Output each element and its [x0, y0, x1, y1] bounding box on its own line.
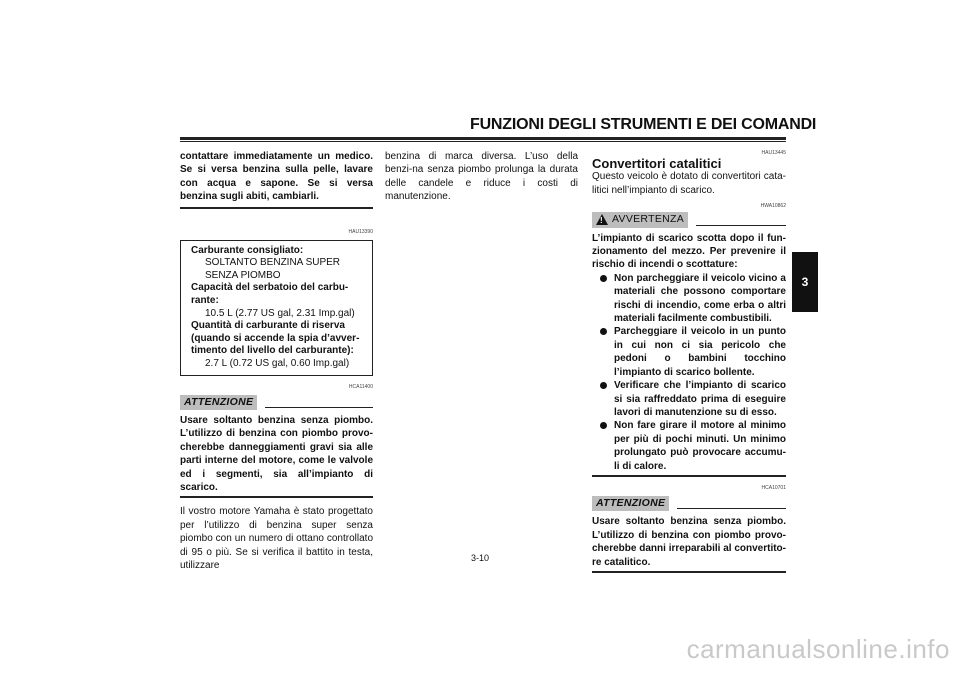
chapter-tab: 3 — [792, 252, 818, 312]
warning-label: AVVERTENZA — [612, 213, 685, 226]
ref-code: HAU13390 — [348, 228, 373, 235]
attention-label: ATTENZIONE — [592, 496, 669, 511]
tank-value: 10.5 L (2.77 US gal, 2.31 Imp.gal) — [205, 307, 355, 319]
reserve-value: 2.7 L (0.72 US gal, 0.60 Imp.gal) — [205, 357, 350, 369]
column-3 — [592, 150, 786, 573]
watermark: carmanualsonline.info — [686, 634, 950, 664]
warning-bullets — [592, 272, 786, 473]
ref-code: HCA10701 — [761, 484, 786, 491]
attention-header — [180, 395, 373, 410]
attention-text: Usare soltanto benzina senza piombo. L’utilizzo di benzina con piombo provo-cherebbe danneggiamenti gravi sia alle parti interne del motore, come le valvole ed i segmenti, sia all’impianto di scarico. — [180, 414, 373, 493]
fuel-spec-box — [180, 240, 373, 376]
divider — [180, 207, 373, 209]
ref-code: HWA10862 — [760, 203, 786, 210]
section-title: Convertitori catalitici — [592, 156, 722, 171]
bullet-icon — [600, 422, 607, 429]
bullet-icon — [600, 328, 607, 335]
attention-line — [677, 508, 786, 509]
list-item: Parcheggiare il veicolo in un punto in cui non ci sia pericolo che pedoni o bambini tocchino l’impianto di scarico bollente. — [592, 325, 786, 379]
warning-header — [592, 212, 786, 227]
attention-text: Usare soltanto benzina senza piombo. L’utilizzo di benzina con piombo provo-cherebbe danni irreparabili al convertito-re catalitico. — [592, 516, 786, 568]
attention-header — [592, 496, 786, 511]
page-title: FUNZIONI DEGLI STRUMENTI E DEI COMANDI — [470, 116, 817, 133]
title-rule — [180, 137, 786, 140]
warning-text: L’impianto di scarico scotta dopo il fun-zionamento del mezzo. Per prevenire il rischio di incendi o scottature: — [592, 232, 786, 271]
reserve-label: Quantità di carburante di riserva (quando si accende la spia d’avver-timento del livello del carburante): — [191, 320, 360, 357]
divider — [592, 571, 786, 573]
column-1 — [180, 150, 373, 572]
fuel-value-1: SOLTANTO BENZINA SUPER — [205, 257, 341, 269]
warning-triangle-icon: ! — [596, 214, 608, 225]
fuel-value-2: SENZA PIOMBO — [205, 269, 281, 281]
ref-code: HAU13445 — [761, 150, 786, 156]
section-intro: Questo veicolo è dotato di convertitori cata-litici nell’impianto di scarico. — [592, 171, 786, 196]
fuel-label: Carburante consigliato: — [191, 244, 304, 256]
warning-line — [696, 225, 786, 226]
list-item: Verificare che l’impianto di scarico si sia raffreddato prima di eseguire lavori di manutenzione su di esso. — [592, 379, 786, 419]
warning-label-box — [592, 212, 688, 227]
list-item: Non fare girare il motore al minimo per più di pochi minuti. Un minimo prolungato può provocare accumu-li di calore. — [592, 419, 786, 473]
column-2 — [385, 150, 578, 204]
bullet-icon — [600, 275, 607, 282]
attention-label: ATTENZIONE — [180, 395, 257, 410]
page-number: 3-10 — [470, 553, 489, 563]
body-text: Il vostro motore Yamaha è stato progettato per l’utilizzo di benzina super senza piombo con un numero di ottano controllato di 95 o più. Se si verifica il battito in testa, utilizzare — [180, 506, 373, 572]
body-text: benzina di marca diversa. L’uso della benzi-na senza piombo prolunga la durata delle candele e riduce i costi di manutenzione. — [385, 151, 578, 203]
ref-code: HCA11400 — [348, 383, 373, 390]
title-rule-thin — [180, 141, 786, 142]
bullet-icon — [600, 382, 607, 389]
divider — [592, 475, 786, 477]
attention-line — [265, 407, 373, 408]
intro-warning-text: contattare immediatamente un medico. Se si versa benzina sulla pelle, lavare con acqua e sapone. Se si versa benzina sugli abiti, cambiarli. — [180, 151, 373, 203]
divider — [180, 496, 373, 498]
tank-label: Capacità del serbatoio del carbu-rante: — [191, 282, 349, 306]
list-item: Non parcheggiare il veicolo vicino a materiali che possono comportare rischi di incendio, come erba o altri materiali facilmente combustibili. — [592, 272, 786, 326]
